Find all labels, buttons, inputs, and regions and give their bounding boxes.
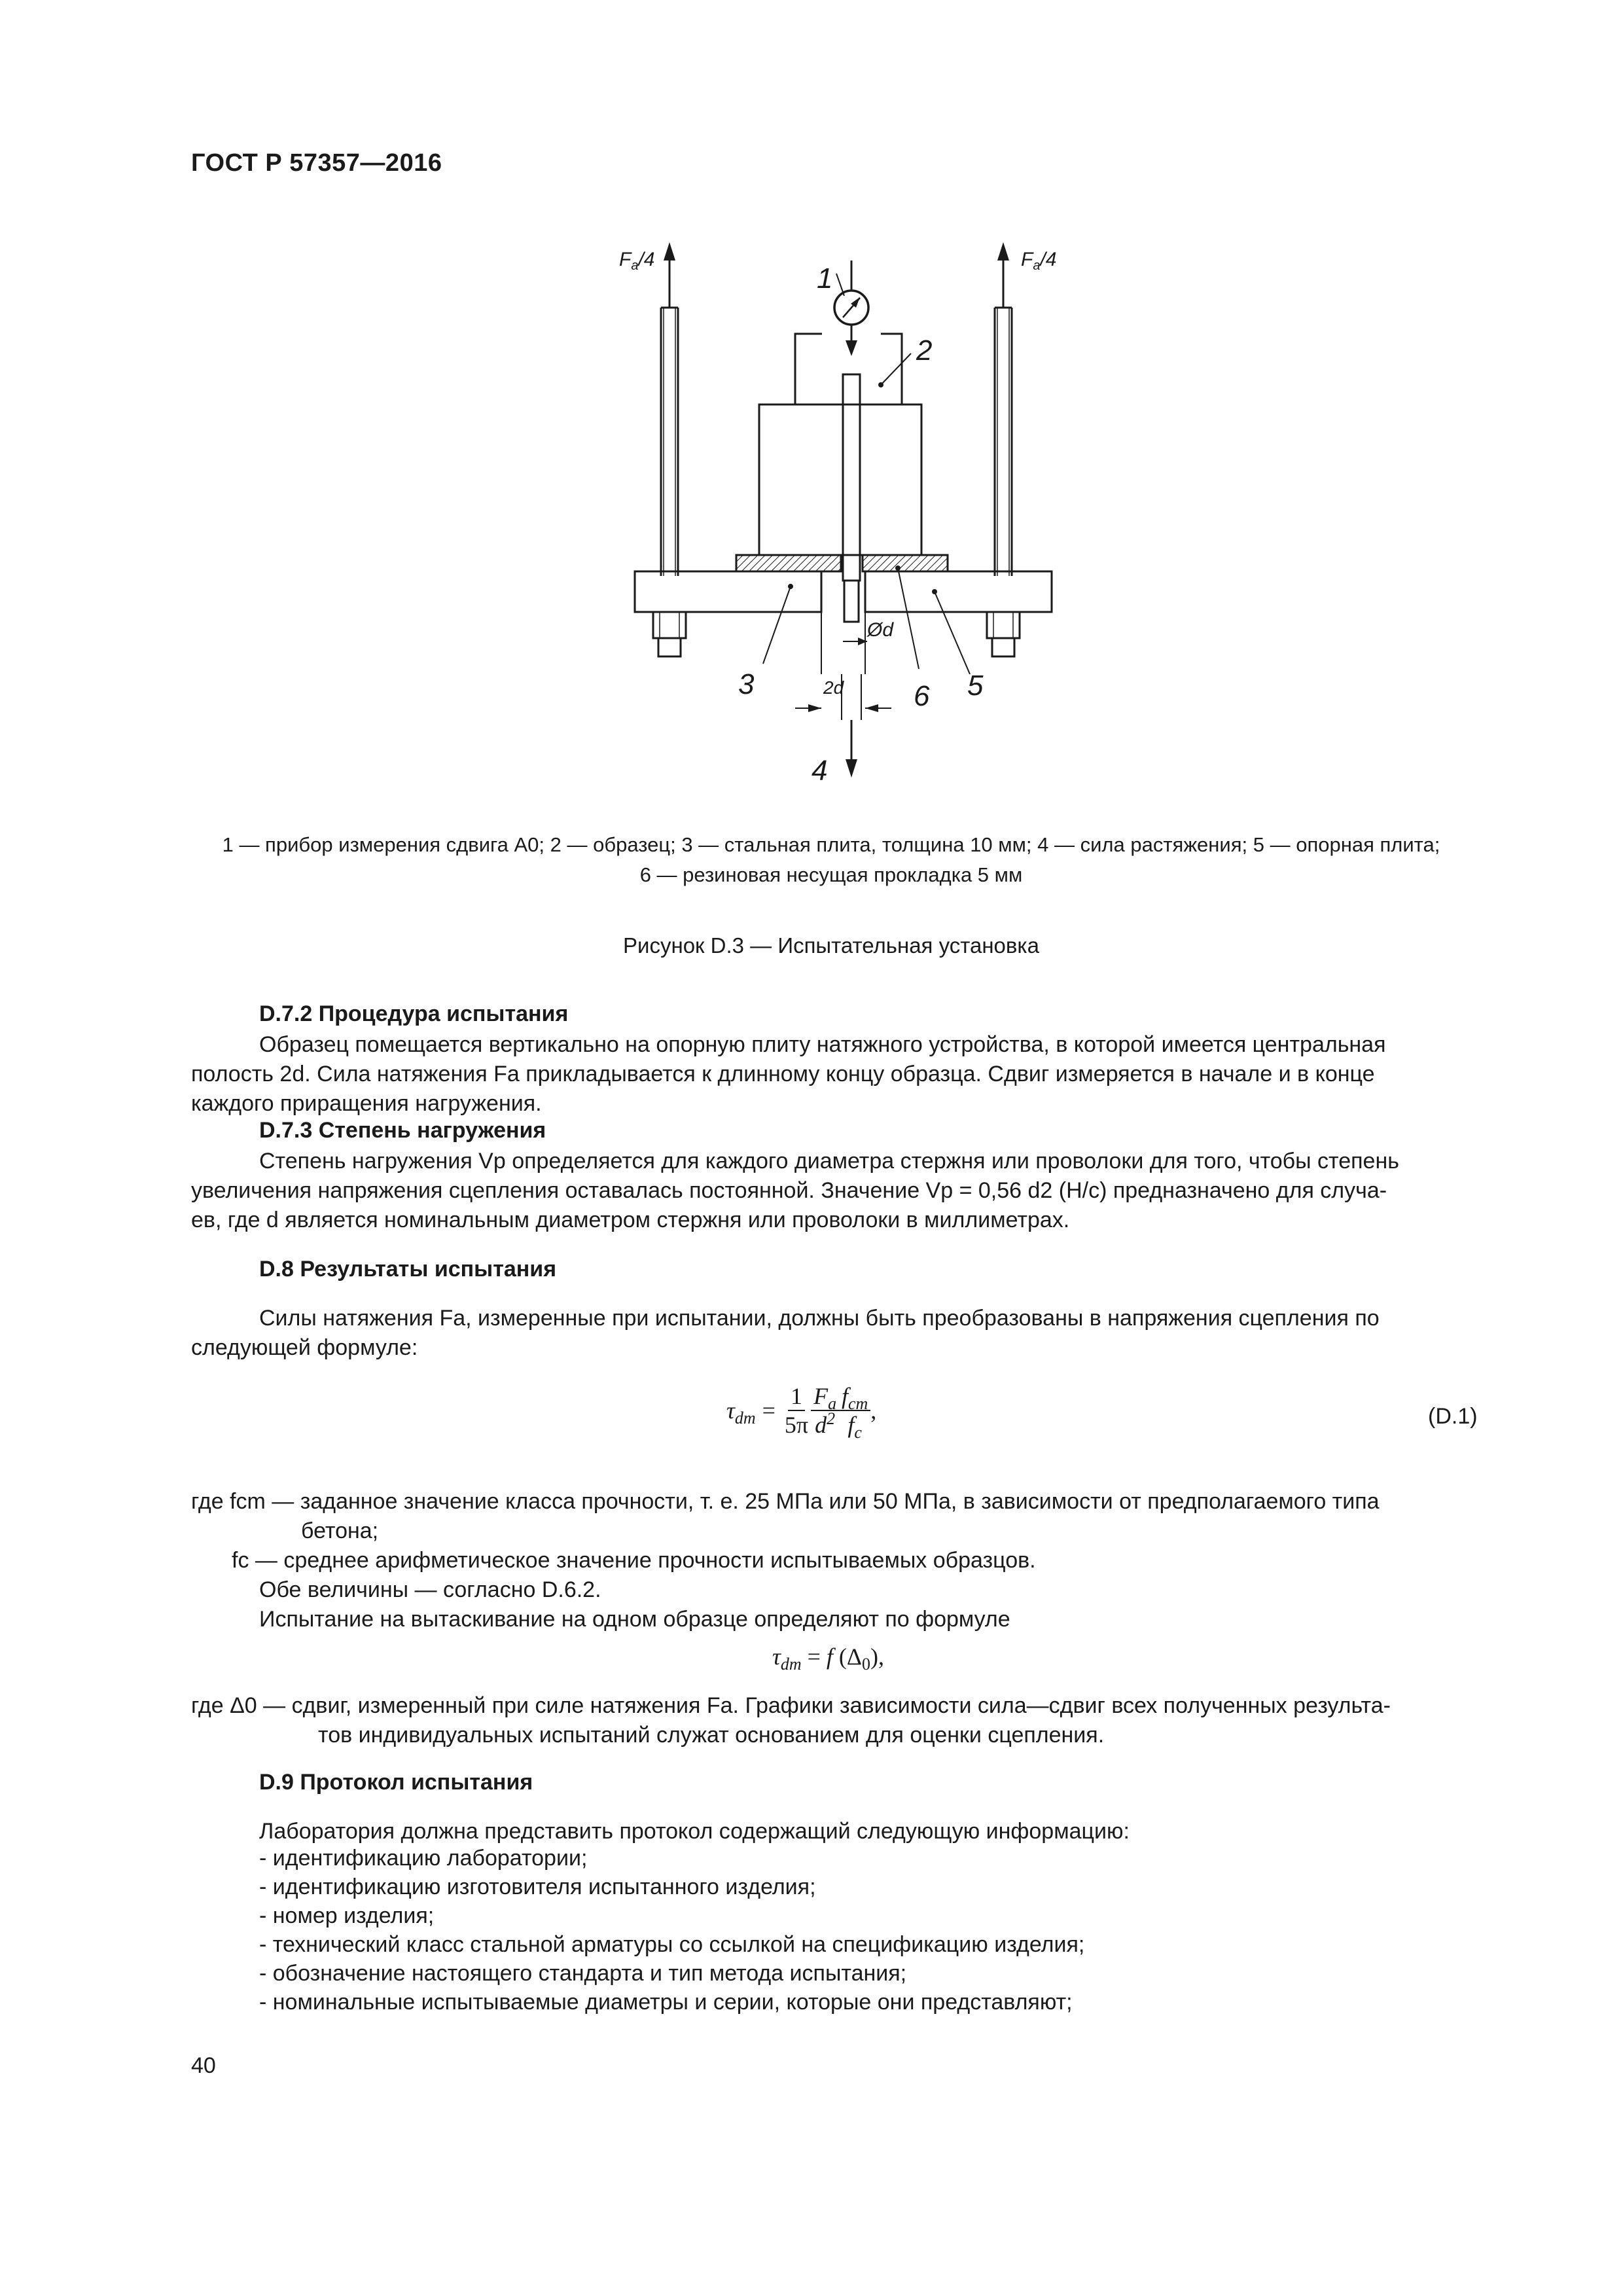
where-fcm-line1: где fcm — заданное значение класса прочности, т. е. 25 МПа или 50 МПа, в зависимости от предполагаемого типа: [191, 1489, 1380, 1514]
d9-list-item: - идентификацию лаборатории;: [259, 1846, 588, 1871]
where-fcm-line2: бетона;: [301, 1518, 379, 1543]
svg-text:Fa/4: $F_a/4$: [619, 249, 655, 273]
label-1: 1: [817, 262, 833, 295]
where-delta-line2: тов индивидуальных испытаний служат основанием для оценки сцепления.: [318, 1723, 1105, 1748]
d9-list-item: - обозначение настоящего стандарта и тип метода испытания;: [259, 1961, 907, 1986]
where-delta-line1: где Δ0 — сдвиг, измеренный при силе натяжения Fa. Графики зависимости сила—сдвиг всех полученных результа-: [191, 1693, 1391, 1718]
section-d8-title: D.8 Результаты испытания: [259, 1257, 557, 1282]
test-setup-figure: [609, 223, 1080, 812]
d73-para-line1: Степень нагружения Vp определяется для каждого диаметра стержня или проволоки для того, чтобы степень: [259, 1149, 1399, 1174]
section-d9-title: D.9 Протокол испытания: [259, 1770, 533, 1795]
d9-list-item: - идентификацию изготовителя испытанного изделия;: [259, 1874, 816, 1899]
diameter-label: Ød: [867, 619, 894, 641]
d72-para-line1: Образец помещается вертикально на опорную плиту натяжного устройства, в которой имеется центральная: [259, 1032, 1386, 1057]
label-5: 5: [967, 670, 984, 702]
figure-caption: Рисунок D.3 — Испытательная установка: [623, 933, 1039, 958]
d72-para-line2: полость 2d. Сила натяжения Fa прикладывается к длинному концу образца. Сдвиг измеряется в начале и в конце: [191, 1062, 1375, 1086]
document-header: ГОСТ Р 57357—2016: [191, 149, 442, 177]
section-d72-title: D.7.2 Процедура испытания: [259, 1001, 569, 1026]
label-3: 3: [738, 668, 755, 700]
label-4: 4: [812, 755, 828, 787]
d9-list-item: - технический класс стальной арматуры со ссылкой на спецификацию изделия;: [259, 1932, 1085, 1957]
page-number: 40: [191, 2053, 216, 2078]
d8-para-line1: Силы натяжения Fa, измеренные при испытании, должны быть преобразованы в напряжения сцепления по: [259, 1306, 1380, 1331]
formula-tau-delta: $\tau_{dm} = f$ $(\Delta_0)$,: [772, 1643, 884, 1674]
d9-list-item: - номер изделия;: [259, 1903, 435, 1928]
label-6: 6: [914, 680, 930, 712]
d73-para-line3: ев, где d является номинальным диаметром стержня или проволоки в миллиметрах.: [191, 1208, 1070, 1232]
d8-para-line2: следующей формуле:: [191, 1335, 418, 1360]
svg-text:Fa/4: $F_a/4$: [1021, 249, 1057, 273]
d9-list-item: - номинальные испытываемые диаметры и серии, которые они представляют;: [259, 1990, 1073, 2015]
section-d73-title: D.7.3 Степень нагружения: [259, 1118, 546, 1143]
force-left-label: F: [619, 249, 632, 270]
formula-d1-number: (D.1): [1428, 1404, 1478, 1429]
two-d-label: 2d: [823, 677, 844, 698]
figure-legend-line1: 1 — прибор измерения сдвига A0; 2 — образец; 3 — стальная плита, толщина 10 мм; 4 — сила растяжения; 5 — опорная плита;: [222, 833, 1440, 856]
formula-d1: $\tau_{dm}$ = $\frac{1}{5\pi}$ $\frac{F_a}{d^2}$ $\frac{f_{cm}}{f_c}$ ,: [726, 1383, 877, 1443]
both-values-note: Обе величины — согласно D.6.2.: [259, 1577, 601, 1602]
d73-para-line2: увеличения напряжения сцепления оставалась постоянной. Значение Vp = 0,56 d2 (Н/с) предназначено для случа-: [191, 1178, 1387, 1203]
pullout-test-note: Испытание на вытаскивание на одном образце определяют по формуле: [259, 1607, 1010, 1632]
force-right-label: F: [1021, 249, 1033, 270]
label-2: 2: [916, 334, 933, 367]
d9-intro: Лаборатория должна представить протокол содержащий следующую информацию:: [259, 1819, 1130, 1844]
where-fc: fc — среднее арифметическое значение прочности испытываемых образцов.: [232, 1548, 1036, 1573]
d72-para-line3: каждого приращения нагружения.: [191, 1091, 542, 1116]
figure-legend-line2: 6 — резиновая несущая прокладка 5 мм: [639, 863, 1023, 886]
